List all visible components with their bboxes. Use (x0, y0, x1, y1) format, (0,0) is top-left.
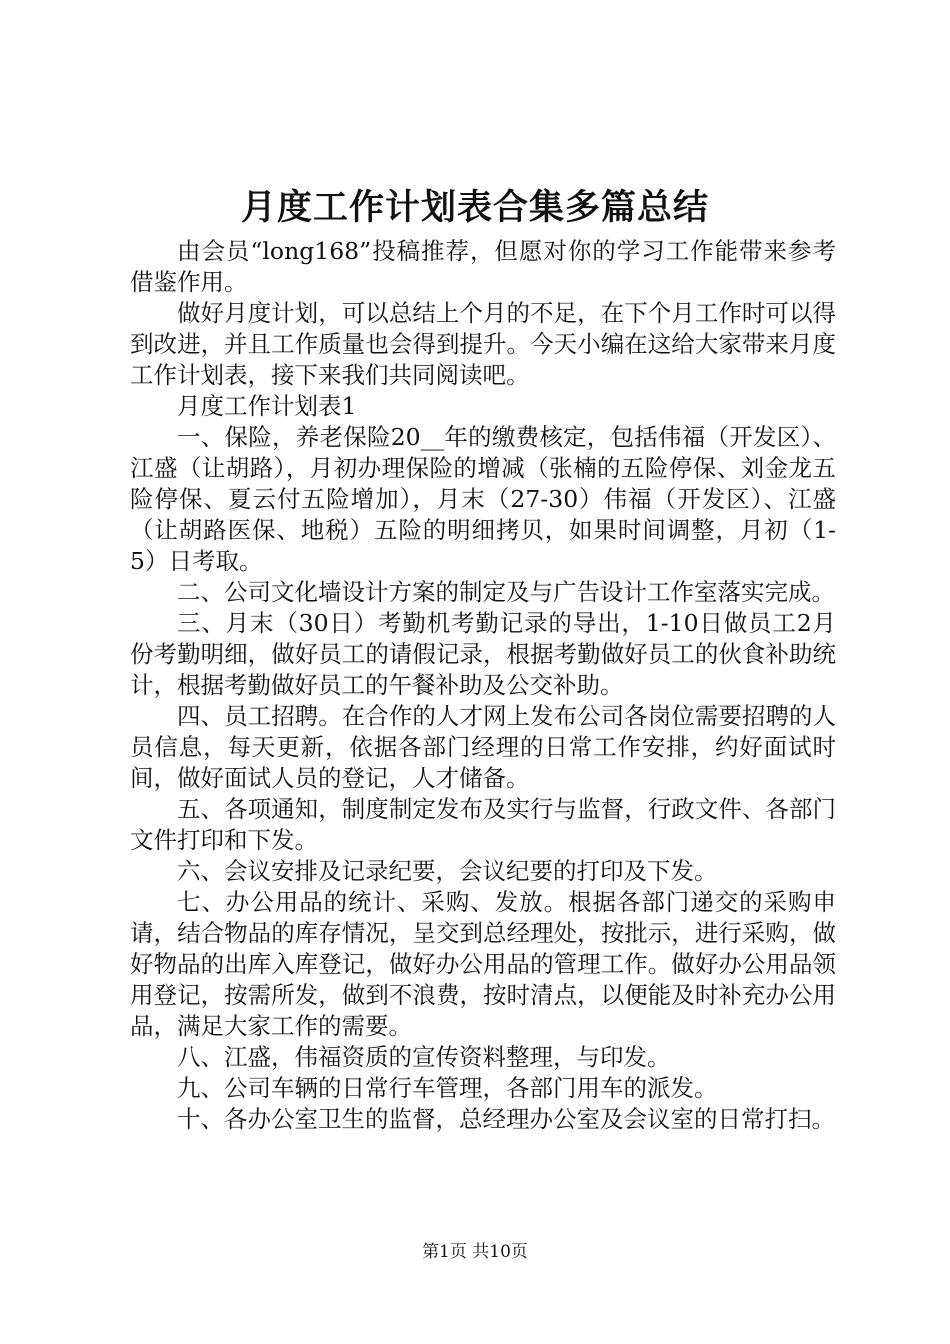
list-item-recruitment: 四、员工招聘。在合作的人才网上发布公司各岗位需要招聘的人员信息，每天更新，依据各部门经理的日常工作安排，约好面试时间，做好面试人员的登记，人才储备。 (130, 702, 836, 792)
paragraph-preface: 做好月度计划，可以总结上个月的不足，在下个月工作时可以得到改进，并且工作质量也会得到提升。今天小编在这给大家带来月度工作计划表，接下来我们共同阅读吧。 (130, 299, 836, 389)
list-item-meetings: 六、会议安排及记录纪要，会议纪要的打印及下发。 (177, 857, 718, 885)
list-item-notices: 五、各项通知，制度制定发布及实行与监督，行政文件、各部门文件打印和下发。 (130, 795, 836, 854)
page-number-footer: 第1页 共10页 (422, 1242, 528, 1262)
document-body (130, 236, 836, 1135)
list-item-office-supplies: 七、办公用品的统计、采购、发放。根据各部门递交的采购申请，结合物品的库存情况，呈交到总经理处，按批示，进行采购，做好物品的出库入库登记，做好办公用品的管理工作。做好办公用品领用登记，按需所发，做到不浪费，按时清点，以便能及时补充办公用品，满足大家工作的需要。 (130, 888, 836, 1040)
paragraph-intro: 由会员“long168”投稿推荐，但愿对你的学习工作能带来参考借鉴作用。 (130, 237, 836, 296)
section-heading: 月度工作计划表1 (177, 392, 357, 420)
list-item-hygiene: 十、各办公室卫生的监督，总经理办公室及会议室的日常打扫。 (177, 1105, 835, 1133)
list-item-culture-wall: 二、公司文化墙设计方案的制定及与广告设计工作室落实完成。 (177, 578, 835, 606)
list-item-insurance: 一、保险，养老保险20__年的缴费核定，包括伟福（开发区）、江盛（让胡路），月初办理保险的增减（张楠的五险停保、刘金龙五险停保、夏云付五险增加），月末（27-30）伟福（开发区）、江盛（让胡路医保、地税）五险的明细拷贝，如果时间调整，月初（1-5）日考取。 (130, 423, 836, 575)
list-item-attendance: 三、月末（30日）考勤机考勤记录的导出，1-10日做员工2月份考勤明细，做好员工的请假记录，根据考勤做好员工的伙食补助统计，根据考勤做好员工的午餐补助及公交补助。 (130, 609, 836, 699)
list-item-vehicles: 九、公司车辆的日常行车管理，各部门用车的派发。 (177, 1074, 718, 1102)
document-title: 月度工作计划表合集多篇总结 (240, 187, 709, 228)
list-item-publicity: 八、江盛，伟福资质的宣传资料整理，与印发。 (177, 1043, 671, 1071)
